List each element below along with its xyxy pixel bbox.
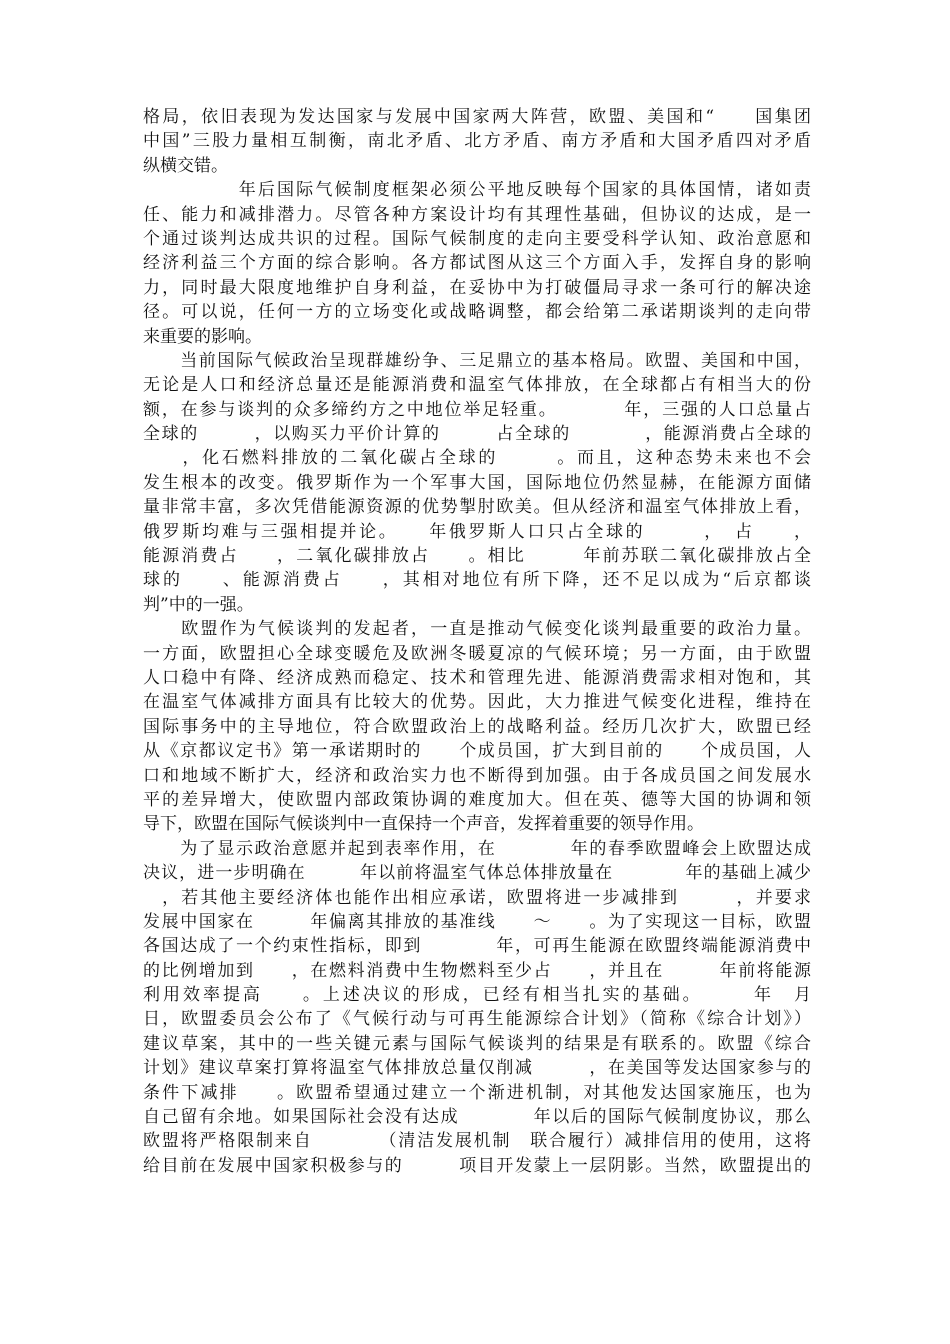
text-line: 各国达成了一个约束性指标，即到 年，可再生能源在欧盟终端能源消费中	[143, 936, 811, 957]
text-line: 球的 、能源消费占 ，其相对地位有所下降，还不足以成为“后京都谈	[143, 570, 811, 591]
text-line: 力，同时最大限度地维护自身利益，在妥协中为打破僵局寻求一条可行的解决途	[143, 277, 811, 298]
text-line: 无论是人口和经济总量还是能源消费和温室气体排放，在全球都占有相当大的份	[143, 375, 811, 396]
text-line: 日，欧盟委员会公布了《气候行动与可再生能源综合计划》（简称《综合计划》）	[143, 1009, 811, 1030]
text-line: 额，在参与谈判的众多缔约方之中地位举足轻重。 年，三强的人口总量占	[143, 399, 811, 420]
text-line: 欧盟将严格限制来自 （清洁发展机制 联合履行）减排信用的使用，这将	[143, 1131, 811, 1152]
text-line: ，若其他主要经济体也能作出相应承诺，欧盟将进一步减排到 ，并要求	[143, 887, 811, 908]
text-line: 建议草案，其中的一些关键元素与国际气候谈判的结果是有联系的。欧盟《综合	[143, 1033, 811, 1054]
text-line: 给目前在发展中国家积极参与的 项目开发蒙上一层阴影。当然，欧盟提出的	[143, 1155, 811, 1176]
document-body	[143, 105, 811, 1178]
text-line: 俄罗斯均难与三强相提并论。 年俄罗斯人口只占全球的 ， 占 ，	[143, 521, 811, 542]
text-line: 中国”三股力量相互制衡，南北矛盾、北方矛盾、南方矛盾和大国矛盾四对矛盾	[143, 131, 811, 152]
text-line: 国际事务中的主导地位，符合欧盟政治上的战略利益。经历几次扩大，欧盟已经	[143, 716, 811, 737]
text-line: 决议，进一步明确在 年以前将温室气体总体排放量在 年的基础上减少	[143, 863, 811, 884]
text-line: 条件下减排 。欧盟希望通过建立一个渐进机制，对其他发达国家施压，也为	[143, 1082, 811, 1103]
text-line: 口和地域不断扩大，经济和政治实力也不断得到加强。由于各成员国之间发展水	[143, 765, 811, 786]
text-line: 径。可以说，任何一方的立场变化或战略调整，都会给第二承诺期谈判的走向带	[143, 302, 811, 323]
text-line: 发展中国家在 年偏离其排放的基准线 ～ 。为了实现这一目标，欧盟	[143, 911, 811, 932]
text-line: 年后国际气候制度框架必须公平地反映每个国家的具体国情，诸如责	[143, 180, 811, 201]
text-line: 来重要的影响。	[143, 326, 262, 347]
text-line: 量非常丰富，多次凭借能源资源的优势掣肘欧美。但从经济和温室气体排放上看，	[143, 497, 811, 518]
text-line: 在温室气体减排方面具有比较大的优势。因此，大力推进气候变化进程，维持在	[143, 692, 811, 713]
text-line: 利用效率提高 。上述决议的形成，已经有相当扎实的基础。 年 月	[143, 985, 811, 1006]
text-line: 的比例增加到 ，在燃料消费中生物燃料至少占 ，并且在 年前将能源	[143, 960, 811, 981]
text-line: 发生根本的改变。俄罗斯作为一个军事大国，国际地位仍然显赫，在能源方面储	[143, 472, 811, 493]
text-line: 欧盟作为气候谈判的发起者，一直是推动气候变化谈判最重要的政治力量。	[143, 619, 811, 640]
text-line: 当前国际气候政治呈现群雄纷争、三足鼎立的基本格局。欧盟、美国和中国，	[143, 350, 811, 371]
text-line: 从《京都议定书》第一承诺期时的 个成员国，扩大到目前的 个成员国，人	[143, 741, 811, 762]
text-line: 为了显示政治意愿并起到表率作用，在 年的春季欧盟峰会上欧盟达成	[143, 838, 811, 859]
text-line: 纵横交错。	[143, 155, 228, 176]
text-line: ，化石燃料排放的二氧化碳占全球的 。而且，这种态势未来也不会	[143, 448, 811, 469]
text-line: 个通过谈判达成共识的过程。国际气候制度的走向主要受科学认知、政治意愿和	[143, 228, 811, 249]
text-line: 经济利益三个方面的综合影响。各方都试图从这三个方面入手，发挥自身的影响	[143, 253, 811, 274]
text-line: 人口稳中有降、经济成熟而稳定、技术和管理先进、能源消费需求相对饱和，其	[143, 667, 811, 688]
text-line: 全球的 ，以购买力平价计算的 占全球的 ，能源消费占全球的	[143, 424, 811, 445]
text-line: 能源消费占 ，二氧化碳排放占 。相比 年前苏联二氧化碳排放占全	[143, 546, 811, 567]
text-line: 一方面，欧盟担心全球变暖危及欧洲冬暖夏凉的气候环境；另一方面，由于欧盟	[143, 643, 811, 664]
text-line: 任、能力和减排潜力。尽管各种方案设计均有其理性基础，但协议的达成，是一	[143, 204, 811, 225]
text-line: 格局，依旧表现为发达国家与发展中国家两大阵营，欧盟、美国和“ 国集团	[143, 107, 811, 127]
text-line: 导下，欧盟在国际气候谈判中一直保持一个声音，发挥着重要的领导作用。	[143, 814, 704, 835]
text-line: 计划》建议草案打算将温室气体排放总量仅削减 ，在美国等发达国家参与的	[143, 1058, 811, 1079]
text-line: 判”中的一强。	[143, 594, 254, 615]
text-line: 平的差异增大，使欧盟内部政策协调的难度加大。但在英、德等大国的协调和领	[143, 789, 811, 810]
text-line: 自己留有余地。如果国际社会没有达成 年以后的国际气候制度协议，那么	[143, 1107, 811, 1128]
